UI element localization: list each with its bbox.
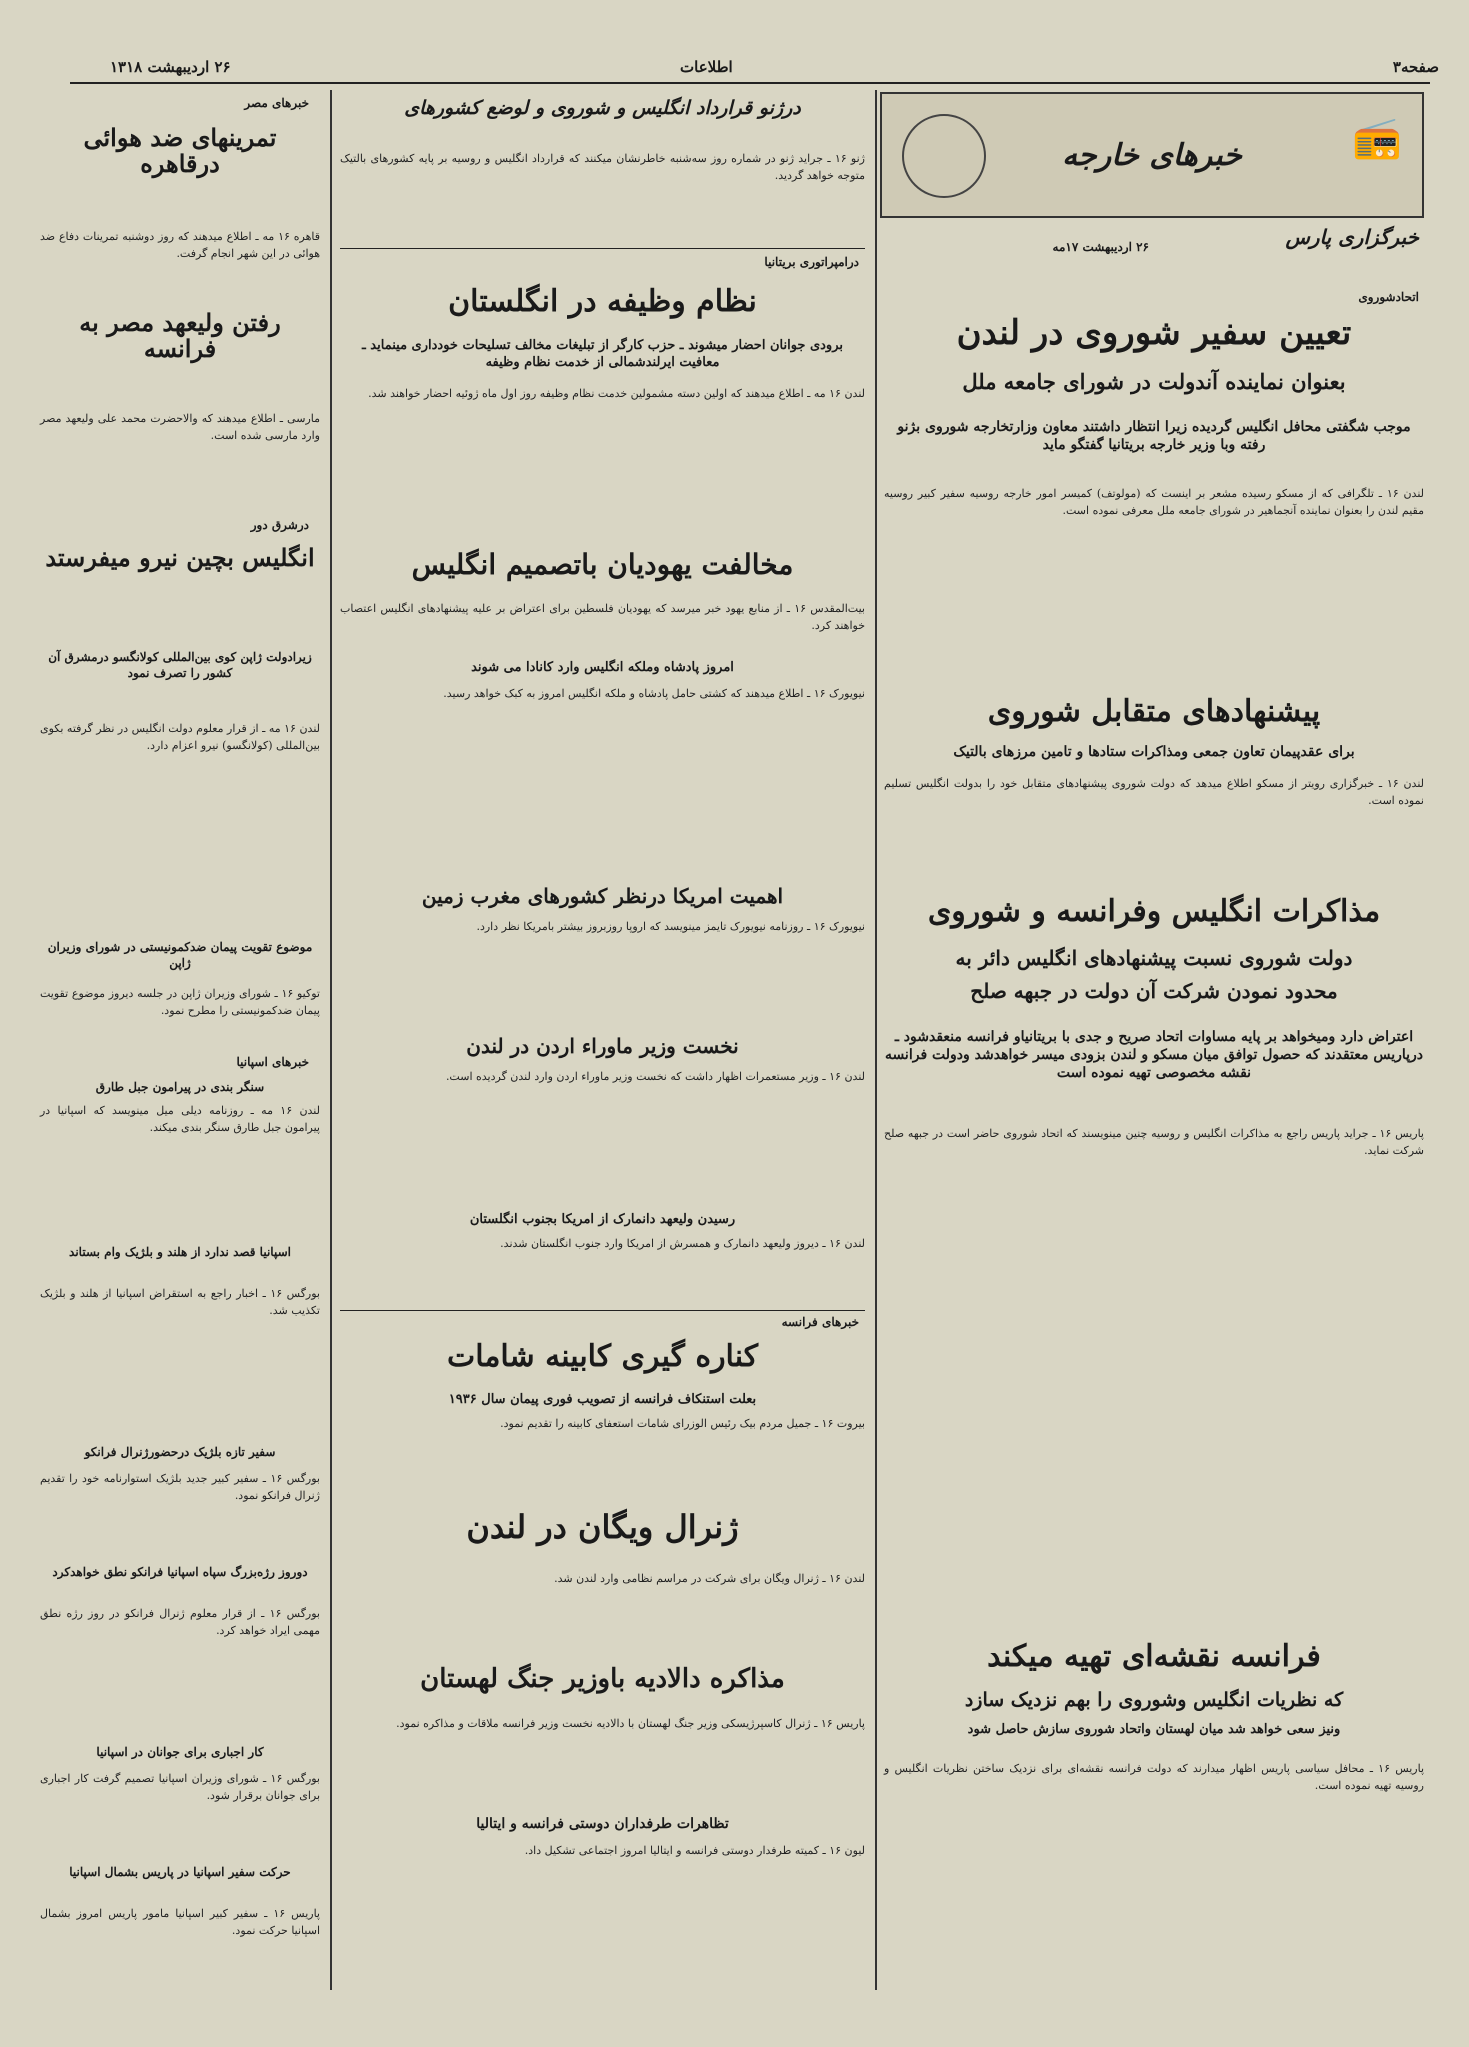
headline-jewish-opposition: مخالفت یهودیان باتصمیم انگلیس <box>411 548 794 581</box>
deck-france-plan: ونیز سعی خواهد شد میان لهستان واتحاد شوروی سازش حاصل شود <box>967 1722 1341 1737</box>
section-far-east: درشرق دور <box>250 518 309 532</box>
gramophone-icon: 📻 <box>1352 115 1402 161</box>
deck-tripartite-talks: اعتراض دارد ومیخواهد بر پایه مساوات اتحاد صریح و جدی با بریتانیاو فرانسه منعقدشود ـ درپاریس معتقدند که حصول توافق میان مسکو و لندن بزودی میسر خواهدشد ودولت فرانسه نقشه مخصوصی تهیه نموده است <box>884 1029 1424 1082</box>
headline-belgian-envoy: سفیر تازه بلژیک درحضورژنرال فرانکو <box>84 1445 276 1459</box>
subhead-tripartite-2: محدود نمودن شرکت آن دولت در جبهه صلح <box>970 979 1338 1003</box>
body-geneva: ژنو ۱۶ ـ جراید ژنو در شماره روز سه‌شنبه خاطرنشان میکنند که قرارداد انگلیس و روسیه بر پایه کشورهای بالتیک متوجه خواهد گردید. <box>340 152 865 183</box>
headline-king-canada: امروز پادشاه وملکه انگلیس وارد کانادا می شوند <box>471 660 734 675</box>
agency-date: ۲۶ اردیبهشت ۱۷مه <box>1052 240 1149 254</box>
headline-britain-china: انگلیس بچین نیرو میفرستد <box>45 543 315 572</box>
paper-name: اطلاعات <box>680 58 733 76</box>
headline-danish-prince: رسیدن ولیعهد دانمارک از امریکا بجنوب انگلستان <box>469 1212 736 1227</box>
subhead-league: بعنوان نماینده آندولت در شورای جامعه ملل <box>962 369 1346 394</box>
body-weygand: لندن ۱۶ ـ ژنرال ویگان برای شرکت در مراسم نظامی وارد لندن شد. <box>554 1572 865 1585</box>
deck-conscription: برودی جوانان احضار میشوند ـ حزب کارگر از تبلیغات مخالف تسلیحات خودداری مینماید ـ معافیت ایرلندشمالی از خدمت نظام وظیفه <box>361 338 844 370</box>
body-gibraltar: لندن ۱۶ مه ـ روزنامه دیلی میل مینویسد که اسپانیا در پیرامون جبل طارق سنگر بندی میکند. <box>40 1104 320 1135</box>
section-spain: خبرهای اسپانیا <box>236 1055 309 1069</box>
headline-geneva: درژنو قرارداد انگلیس و شوروی و لوضع کشورهای <box>404 97 801 119</box>
headline-tripartite-talks: مذاکرات انگلیس وفرانسه و شوروی <box>927 894 1381 929</box>
body-france-plan: پاریس ۱۶ ـ محافل سیاسی پاریس اظهار میدارند که دولت فرانسه نقشه‌ای برای نزدیک ساختن نظریات انگلیس و روسیه تهیه نموده است. <box>884 1762 1425 1793</box>
globe-icon <box>902 114 986 198</box>
body-daladier-poland: پاریس ۱۶ ـ ژنرال کاسپرژیسکی وزیر جنگ لهستان با دالادیه نخست وزیر فرانسه ملاقات و مذاکره نمود. <box>396 1717 865 1730</box>
body-jewish-opposition: بیت‌المقدس ۱۶ ـ از منابع یهود خبر میرسد که یهودیان فلسطین برای اعتراض بر علیه پیشنهادهای انگلیس اعتصاب خواهند کرد. <box>340 602 865 633</box>
rule-center-1 <box>340 248 865 249</box>
body-britain-china: لندن ۱۶ مه ـ از قرار معلوم دولت انگلیس در نظر گرفته بکوی بین‌المللی (کولانگسو) نیرو اعزام دارد. <box>40 722 320 753</box>
headline-conscription: نظام وظیفه در انگلستان <box>448 284 757 319</box>
foreign-news-banner <box>880 92 1424 218</box>
headline-america-importance: اهمیت امریکا درنظر کشورهای مغرب زمین <box>421 884 784 908</box>
body-syria-cabinet: بیروت ۱۶ ـ جمیل مردم بیک رئیس الوزرای شامات استعفای کابینه را تقدیم نمود. <box>500 1417 865 1430</box>
headline-franco-parade: دوروز رژه‌بزرگ سپاه اسپانیا فرانکو نطق خواهدکرد <box>52 1565 308 1579</box>
deck-soviet-ambassador: موجب شگفتی محافل انگلیس گردیده زیرا انتظار داشتند معاون وزارتخارجه شوروی بژنو رفته وبا وزیر خارجه بریتانیا گفتگو ماید <box>897 419 1411 454</box>
body-king-canada: نیویورک ۱۶ ـ اطلاع میدهند که کشتی حامل پادشاه و ملکه انگلیس امروز به کبک خواهد رسید. <box>443 687 865 700</box>
subhead-syria-cabinet: بعلت استنکاف فرانسه از تصویب فوری پیمان سال ۱۹۳۶ <box>448 1392 757 1407</box>
page-number: صفحه۳ <box>1392 58 1439 76</box>
section-egypt: خبرهای مصر <box>244 96 309 110</box>
headline-anti-comintern: موضوع تقویت پیمان ضدکمونیستی در شورای وزیران ژاپن <box>47 940 313 970</box>
deck-britain-china: زیرادولت ژاپن کوی بین‌المللی کولانگسو درمشرق آن کشور را تصرف نمود <box>48 650 312 680</box>
headline-forced-labor: کار اجباری برای جوانان در اسپانیا <box>96 1745 264 1759</box>
body-soviet-ambassador: لندن ۱۶ ـ تلگرافی که از مسکو رسیده مشعر بر اینست که (مولوتف) کمیسر امور خارجه روسیه سفیر کبیر روسیه مقیم لندن را بعنوان نماینده آنجماهیر در شورای جامعه ملل معرفی نموده است. <box>884 487 1424 518</box>
headline-egypt-crown-prince: رفتن ولیعهد مصر به فرانسه <box>79 308 281 364</box>
subhead-france-plan: که نظریات انگلیس وشوروی را بهم نزدیک سازد <box>964 1689 1344 1711</box>
body-cairo-air-defense: قاهره ۱۶ مه ـ اطلاع میدهند که روز دوشنبه تمرینات دفاع ضد هوائی در این شهر انجام گرفت. <box>40 230 320 261</box>
column-divider-left <box>330 90 332 1990</box>
headline-france-plan: فرانسه نقشه‌ای تهیه میکند <box>987 1639 1321 1674</box>
headline-syria-cabinet: کناره گیری کابینه شامات <box>446 1339 759 1374</box>
headline-franco-italian: تظاهرات طرفداران دوستی فرانسه و ایتالیا <box>476 1816 729 1832</box>
body-belgian-envoy: بورگس ۱۶ ـ سفیر کبیر جدید بلژیک استوارنامه خود را تقدیم ژنرال فرانکو نمود. <box>40 1472 320 1503</box>
deck-soviet-proposals: برای عقدپیمان تعاون جمعی ومذاکرات ستادها و تامین مرزهای بالتیک <box>953 744 1355 760</box>
masthead-rule <box>70 82 1430 84</box>
column-divider-right <box>875 90 877 1990</box>
body-transjordan-pm: لندن ۱۶ ـ وزیر مستعمرات اظهار داشت که نخست وزیر ماوراء اردن وارد لندن گردیده است. <box>445 1070 865 1083</box>
body-spain-loan: بورگس ۱۶ ـ اخبار راجع به استقراض اسپانیا از هلند و بلژیک تکذیب شد. <box>40 1287 320 1318</box>
headline-soviet-ambassador: تعیین سفیر شوروی در لندن <box>956 313 1352 353</box>
headline-soviet-proposals: پیشنهادهای متقابل شوروی <box>987 694 1321 729</box>
section-france-news: خبرهای فرانسه <box>781 1315 859 1329</box>
headline-spanish-ambassador: حرکت سفیر اسپانیا در پاریس بشمال اسپانیا <box>69 1865 291 1879</box>
body-spanish-ambassador: پاریس ۱۶ ـ سفیر کبیر اسپانیا مامور پاریس امروز بشمال اسپانیا حرکت نمود. <box>40 1907 320 1938</box>
section-ussr: اتحادشوروی <box>1358 290 1419 304</box>
headline-spain-loan: اسپانیا قصد ندارد از هلند و بلژیک وام بستاند <box>69 1245 291 1259</box>
headline-cairo-air-defense: تمرینهای ضد هوائی درقاهره <box>83 123 277 179</box>
body-franco-italian: لیون ۱۶ ـ کمیته طرفدار دوستی فرانسه و ایتالیا امروز اجتماعی تشکیل داد. <box>524 1844 865 1857</box>
body-anti-comintern: توکیو ۱۶ ـ شورای وزیران ژاپن در جلسه دیروز موضوع تقویت پیمان ضدکمونیستی را مطرح نمود. <box>40 987 320 1018</box>
section-british-empire: درامپراتوری بریتانیا <box>764 255 859 269</box>
body-danish-prince: لندن ۱۶ ـ دیروز ولیعهد دانمارک و همسرش از امریکا وارد جنوب انگلستان شدند. <box>500 1237 865 1250</box>
headline-daladier-poland: مذاکره دالادیه باوزیر جنگ لهستان <box>420 1664 785 1694</box>
body-america-importance: نیویورک ۱۶ ـ روزنامه نیویورک تایمز مینویسد که اروپا روزبروز بیشتر بامریکا نظر دارد. <box>476 920 865 933</box>
body-egypt-crown-prince: مارسی ـ اطلاع میدهند که والاحضرت محمد علی ولیعهد مصر وارد مارسی شده است. <box>40 412 320 443</box>
headline-transjordan-pm: نخست وزیر ماوراء اردن در لندن <box>466 1034 739 1058</box>
rule-center-2 <box>340 1310 865 1311</box>
agency-name: خبرگزاری پارس <box>1285 225 1419 249</box>
headline-gibraltar: سنگر بندی در پیرامون جبل طارق <box>95 1080 265 1094</box>
issue-date: ۲۶ اردیبهشت ۱۳۱۸ <box>110 58 231 76</box>
body-soviet-proposals: لندن ۱۶ ـ خبرگزاری رویتر از مسکو اطلاع میدهد که دولت شوروی پیشنهادهای متقابل خود را بدولت انگلیس تسلیم نموده است. <box>884 777 1424 808</box>
subhead-tripartite-1: دولت شوروی نسبت پیشنهادهای انگلیس دائر به <box>955 946 1353 970</box>
body-forced-labor: بورگس ۱۶ ـ شورای وزیران اسپانیا تصمیم گرفت کار اجباری برای جوانان برقرار شود. <box>40 1772 320 1803</box>
body-franco-parade: بورگس ۱۶ ـ از قرار معلوم ژنرال فرانکو در روز رژه نطق مهمی ایراد خواهد کرد. <box>40 1607 320 1638</box>
body-conscription: لندن ۱۶ مه ـ اطلاع میدهند که اولین دسته مشمولین خدمت نظام وظیفه روز اول ماه ژوئیه احضار خواهند شد. <box>368 387 865 400</box>
body-tripartite-talks: پاریس ۱۶ ـ جراید پاریس راجع به مذاکرات انگلیس و روسیه چنین مینویسند که اتحاد شوروی حاضر است در جبهه صلح شرکت نماید. <box>884 1127 1424 1158</box>
headline-weygand: ژنرال ویگان در لندن <box>466 1508 739 1546</box>
banner-title: خبرهای خارجه <box>1062 137 1242 173</box>
